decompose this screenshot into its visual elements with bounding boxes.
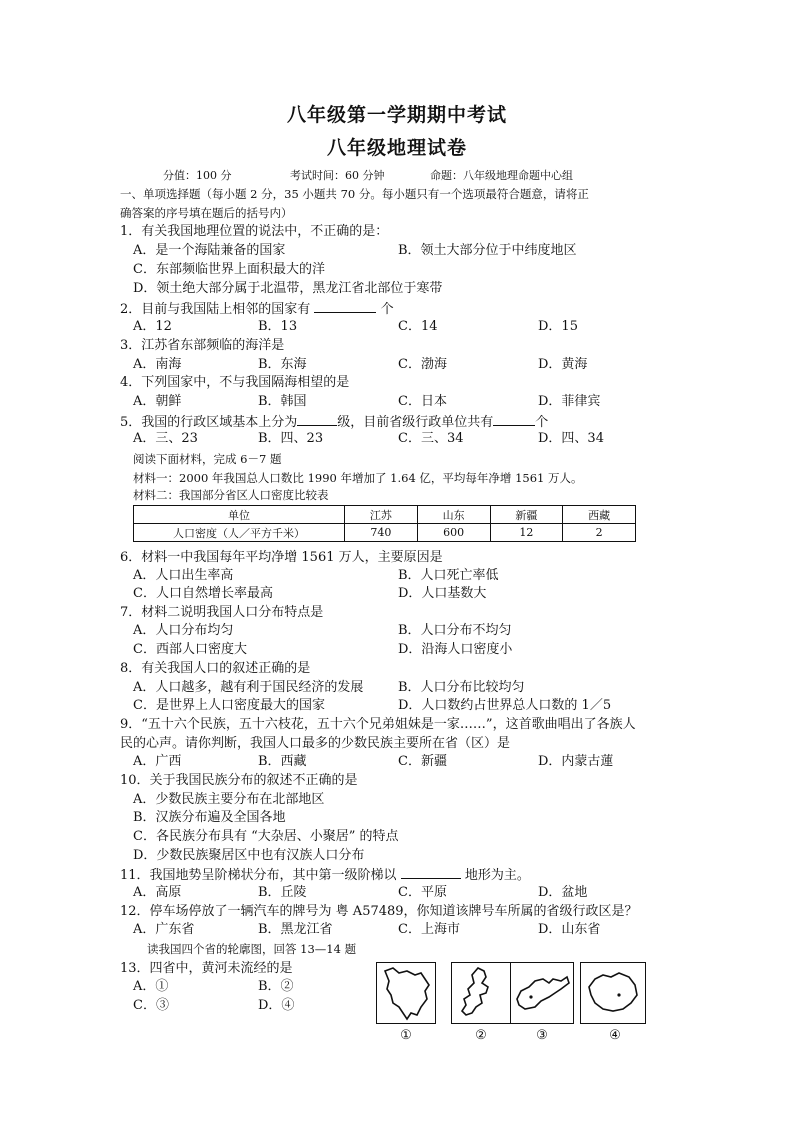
q5-blank-1 [297,413,337,426]
q6-option-a: A．人口出生率高 [133,568,234,583]
question-4: 4．下列国家中，不与我国隔海相望的是 [120,375,350,390]
q1-option-d: D．领土绝大部分属于北温带，黑龙江省北部位于寒带 [133,281,443,296]
shaanxi-outline-icon [452,963,509,1022]
q2-option-d: D．15 [538,319,578,334]
time-info: 考试时间：60 分钟 [290,169,385,182]
question-3: 3．江苏省东部频临的海洋是 [120,338,285,353]
q9-option-d: D．内蒙古蓮 [538,754,614,769]
q7-option-a: A．人口分布均匀 [133,623,234,638]
table-row [134,524,636,542]
q11-option-b: B．丘陵 [258,885,307,900]
q10-option-c: C．各民族分布具有 “大杂居、小聚居” 的特点 [133,829,399,844]
section-heading-cont: 确答案的序号填在题后的括号内） [120,206,293,220]
table-header-row [134,506,636,524]
sichuan-outline-icon [581,963,644,1022]
q10-option-d: D．少数民族聚居区中也有汉族人口分布 [133,848,365,863]
map-label-2: ② [475,1028,487,1043]
table-cell: 2 [563,524,636,542]
q5-blank-2 [493,413,535,426]
q8-option-c: C．是世界上人口密度最大的国家 [133,698,325,713]
question-6: 6．材料一中我国每年平均净增 1561 万人，主要原因是 [120,550,443,565]
q1-option-b: B．领土大部分位于中纬度地区 [398,243,577,258]
q5-option-c: C．三、34 [398,431,464,446]
q12-option-c: C．上海市 [398,922,460,937]
section-heading: 一、单项选择题（每小题 2 分，35 小题共 70 分。每小题只有一个选项最符合题意，请将正 [120,187,589,201]
q11-option-c: C．平原 [398,885,447,900]
q9-option-a: A．广西 [133,754,182,769]
province-map-2 [451,962,511,1024]
table-cell: 12 [490,524,563,542]
reading-intro: 阅读下面材料，完成 6－7 题 [133,452,282,466]
table-cell: 600 [417,524,490,542]
q13-option-d: D．④ [258,998,295,1013]
q2-option-c: C．14 [398,319,438,334]
material-1: 材料一：2000 年我国总人口数比 1990 年增加了 1.64 亿，平均每年净增 1561 万人。 [133,471,583,485]
q8-option-b: B．人口分布比较均匀 [398,680,525,695]
table-header-cell: 江苏 [345,506,418,524]
q12-option-b: B．黑龙江省 [258,922,333,937]
q2-blank [314,300,376,313]
q11-stem-pre: 11．我国地势呈阶梯状分布，其中第一级阶梯以 [120,868,397,883]
table-cell: 人口密度（人／平方千米） [134,524,345,542]
q8-option-a: A．人口越多，越有利于国民经济的发展 [133,680,364,695]
author-info: 命题：八年级地理命题中心组 [430,169,573,182]
province-map-1 [376,962,436,1024]
material-2: 材料二：我国部分省区人口密度比较表 [133,488,329,502]
heilongjiang-outline-icon [377,963,434,1022]
q5-option-a: A．三、23 [133,431,198,446]
q13-option-c: C．③ [133,998,169,1013]
q4-option-a: A．朝鲜 [133,394,182,409]
q8-option-d: D．人口数约占世界总人口数的 1／5 [398,698,612,713]
q3-option-a: A．南海 [133,357,182,372]
q13-option-a: A．① [133,979,169,994]
exam-title: 八年级第一学期期中考试 [286,104,507,126]
q11-option-a: A．高原 [133,885,182,900]
q6-option-c: C．人口自然增长率最高 [133,586,273,601]
question-9-cont: 民的心声。请你判断，我国人口最多的少数民族主要所在省（区）是 [120,736,511,751]
q1-option-a: A．是一个海陆兼备的国家 [133,243,286,258]
q12-option-a: A．广东省 [133,922,195,937]
q1-option-c: C．东部频临世界上面积最大的洋 [133,262,325,277]
question-10: 10．关于我国民族分布的叙述不正确的是 [120,773,358,788]
q11-option-d: D．盆地 [538,885,588,900]
density-table [133,505,636,542]
score-info: 分值：100 分 [163,169,232,182]
q9-option-c: C．新疆 [398,754,447,769]
q2-stem-post: 个 [380,302,394,317]
q12-option-d: D．山东省 [538,922,601,937]
table-header-cell: 山东 [417,506,490,524]
q10-option-b: B．汉族分布遍及全国各地 [133,810,286,825]
question-8: 8．有关我国人口的叙述正确的是 [120,661,311,676]
q9-option-b: B．西藏 [258,754,307,769]
q6-option-d: D．人口基数大 [398,586,487,601]
province-maps [376,962,646,1042]
q5-option-b: B．四、23 [258,431,324,446]
q5-option-d: D．四、34 [538,431,604,446]
q3-option-b: B．东海 [258,357,307,372]
map-label-1: ① [400,1028,412,1043]
q11-stem-post: 地形为主。 [464,868,530,883]
q7-option-d: D．沿海人口密度小 [398,642,513,657]
q10-option-a: A．少数民族主要分布在北部地区 [133,792,325,807]
q7-option-b: B．人口分布不均匀 [398,623,512,638]
q4-option-b: B．韩国 [258,394,307,409]
question-1: 1．有关我国地理位置的说法中，不正确的是： [120,224,389,239]
province-map-4 [580,962,646,1024]
q5-stem-mid: 级，目前省级行政单位共有 [337,415,494,430]
table-cell: 740 [345,524,418,542]
shandong-outline-icon [511,963,572,1022]
question-12: 12．停车场停放了一辆汽车的牌号为 粤 A57489，你知道该牌号车所属的省级行政区是？ [120,904,638,919]
map-label-4: ④ [609,1028,621,1043]
question-2 [120,300,394,318]
map-label-3: ③ [536,1028,548,1043]
q3-option-c: C．渤海 [398,357,447,372]
question-7: 7．材料二说明我国人口分布特点是 [120,605,324,620]
table-header-cell: 新疆 [490,506,563,524]
question-11 [120,866,530,884]
table-header-cell: 西藏 [563,506,636,524]
q4-option-d: D．菲律宾 [538,394,601,409]
q6-option-b: B．人口死亡率低 [398,568,499,583]
q11-blank [401,866,461,879]
q13-option-b: B．② [258,979,294,994]
question-13: 13．四省中，黄河未流经的是 [120,961,293,976]
q7-option-c: C．西部人口密度大 [133,642,247,657]
question-9: 9．“五十六个民族，五十六枝花，五十六个兄弟姐妹是一家……”，这首歌曲唱出了各族人 [120,717,636,732]
q2-option-a: A．12 [133,319,172,334]
table-header-cell: 单位 [134,506,345,524]
q2-option-b: B．13 [258,319,298,334]
question-5 [120,413,548,431]
q3-option-d: D．黄海 [538,357,588,372]
province-map-3 [510,962,574,1024]
q5-stem-pre: 5．我国的行政区域基本上分为 [120,415,298,430]
q5-stem-post: 个 [535,415,549,430]
exam-subtitle: 八年级地理试卷 [326,137,467,159]
q2-stem-pre: 2．目前与我国陆上相邻的国家有 [120,302,311,317]
q4-option-c: C．日本 [398,394,447,409]
maps-intro: 读我国四个省的轮廓图，回答 13—14 题 [147,942,357,956]
